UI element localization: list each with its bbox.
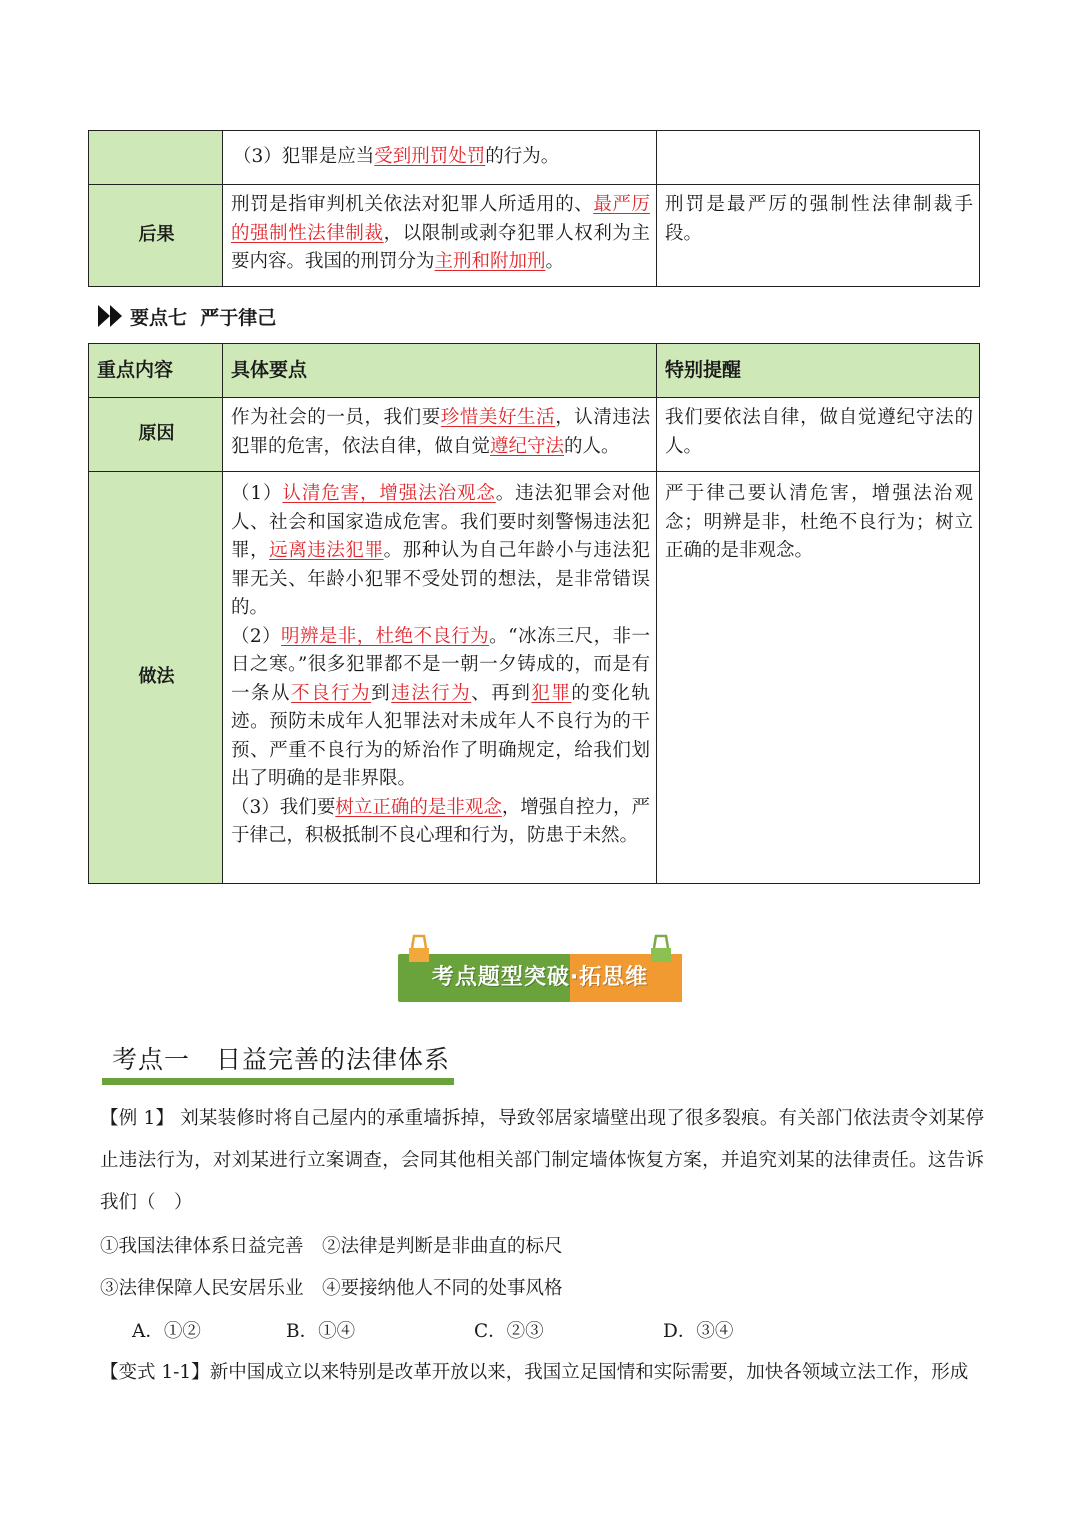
statement-line: ①我国法律体系日益完善 ②法律是判断是非曲直的标尺 <box>100 1236 563 1257</box>
key-term: 明辨是非，杜绝不良行为 <box>281 625 490 647</box>
key-term: 遵纪守法 <box>490 435 565 457</box>
section-title: 要点七 严于律己 <box>130 306 277 329</box>
row-label: 原因 <box>89 398 223 472</box>
key-term: 珍惜美好生活 <box>440 407 556 428</box>
table-row <box>89 398 980 472</box>
double-arrow-icon <box>96 303 126 329</box>
topic-title: 考点一 日益完善的法律体系 <box>112 1045 451 1074</box>
note-cell <box>657 131 980 185</box>
text-run: 的人。 <box>564 435 620 457</box>
detail-cell <box>223 131 657 185</box>
table-row <box>89 472 980 884</box>
row-label: 做法 <box>89 472 223 884</box>
header-cell: 具体要点 <box>223 344 657 398</box>
point-1 <box>231 480 650 623</box>
text-run: 。那种认为自己年龄小与违法犯罪无关、年龄小犯罪不受处罚的想法，是非常错误的。 <box>231 540 650 618</box>
table-header-row <box>89 344 980 398</box>
header-cell: 重点内容 <box>89 344 223 398</box>
row-label: 后果 <box>89 185 223 287</box>
example-stem: 刘某装修时将自己屋内的承重墙拆掉，导致邻居家墙壁出现了很多裂痕。有关部门依法责令刘某停止违法行为，对刘某进行立案调查，会同其他相关部门制定墙体恢复方案，并追究刘某的法律责任。这告诉我们（ ） <box>100 1108 984 1213</box>
row-label <box>89 131 223 185</box>
text-run: 。违法犯罪会对他人、社会和国家造成危害。我们要时刻警惕违法犯罪， <box>231 483 650 561</box>
detail-cell <box>223 185 657 287</box>
table-continuation <box>88 130 980 287</box>
variant-label: 【变式 1-1】 <box>100 1362 210 1383</box>
table-row <box>89 185 980 287</box>
key-term: 认清危害，增强法治观念 <box>282 483 496 504</box>
option-b[interactable]: B．①④ <box>286 1321 356 1342</box>
text-run: 的行为。 <box>485 146 560 168</box>
text-run: （1） <box>231 483 283 504</box>
point-3 <box>231 794 650 851</box>
option-a[interactable]: A．①② <box>132 1321 201 1342</box>
note-cell: 严于律己要认清危害，增强法治观念；明辨是非，杜绝不良行为；树立正确的是非观念。 <box>657 472 980 884</box>
text-run: ，认清违法犯罪的危害，依法自律，做自觉 <box>231 407 650 457</box>
key-term: 不良行为 <box>291 682 372 704</box>
detail-cell <box>223 398 657 472</box>
key-term: 远离违法犯罪 <box>269 540 384 561</box>
section-heading <box>96 302 276 330</box>
variant-stem: 新中国成立以来特别是改革开放以来，我国立足国情和实际需要，加快各领域立法工作，形成 <box>209 1362 969 1383</box>
text-run: 刑罚是指审判机关依法对犯罪人所适用的、 <box>231 194 594 215</box>
text-run: 。“冰冻三尺，非一日之寒。”很多犯罪都不是一朝一夕铸成的，而是有一条从 <box>231 625 650 704</box>
key-term: 受到刑罚处罚 <box>374 146 486 168</box>
topic-underline <box>102 1078 454 1085</box>
text-run: 。 <box>545 251 565 272</box>
note-cell: 我们要依法自律，做自觉遵纪守法的人。 <box>657 398 980 472</box>
variant-question <box>100 1352 986 1394</box>
key-term: 树立正确的是非观念 <box>335 796 502 818</box>
example-question <box>100 1098 984 1224</box>
text-run: 作为社会的一员，我们要 <box>231 407 441 428</box>
key-points-table <box>88 343 980 884</box>
banner-text: 考点题型突破·拓思维 <box>431 965 649 990</box>
header-cell: 特别提醒 <box>657 344 980 398</box>
detail-cell <box>223 472 657 884</box>
statement-line: ③法律保障人民安居乐业 ④要接纳他人不同的处事风格 <box>100 1278 563 1299</box>
text-run: 、再到 <box>471 682 532 704</box>
point-2 <box>231 623 650 794</box>
option-d[interactable]: D．③④ <box>663 1321 734 1342</box>
option-c[interactable]: C．②③ <box>474 1321 544 1342</box>
key-term: 主刑和附加刑 <box>434 251 546 272</box>
key-term: 犯罪 <box>531 682 572 704</box>
key-term: 违法行为 <box>391 682 472 704</box>
text-run: ，以限制或剥夺犯罪人权利为主要内容。我国的刑罚分为 <box>231 222 650 272</box>
text-run: （2） <box>231 625 282 647</box>
text-run: 的变化轨迹。预防未成年人犯罪法对未成年人不良行为的干预、严重不良行为的矫治作了明确规定，给我们划出了明确的是非界限。 <box>231 682 650 789</box>
table-row <box>89 131 980 185</box>
key-term: 最严厉的强制性法律制裁 <box>231 194 650 244</box>
text-run: （3）犯罪是应当 <box>233 146 375 168</box>
text-run: ，增强自控力，严于律己，积极抵制不良心理和行为，防患于未然。 <box>231 796 650 846</box>
note-cell: 刑罚是最严厉的强制性法律制裁手段。 <box>657 185 980 287</box>
text-run: （3）我们要 <box>231 796 336 818</box>
text-run: 到 <box>371 682 392 704</box>
example-label: 【例 1】 <box>100 1108 175 1129</box>
section-banner <box>398 934 682 1004</box>
